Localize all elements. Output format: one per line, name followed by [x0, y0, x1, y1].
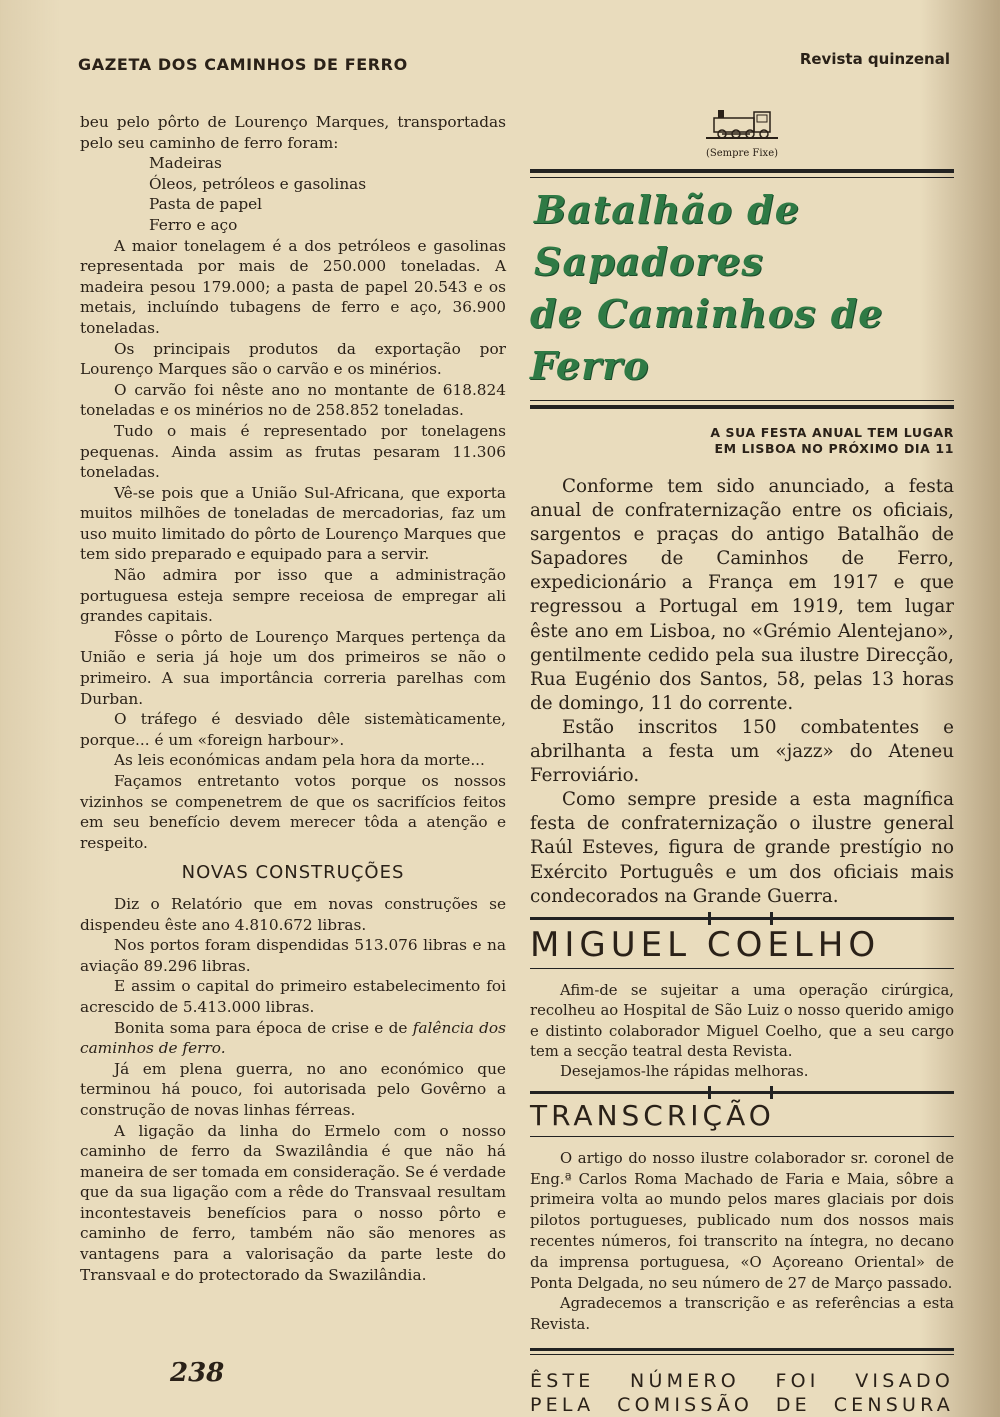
- page-number: 238: [170, 1358, 225, 1388]
- double-rule: [530, 1348, 954, 1355]
- paragraph: Como sempre preside a esta magnífica festa de confraternização o ilustre general Raúl Esteves, figura de grande prestígio no Exército Português e um dos oficiais mais condecorados na Grande Guerra.: [530, 789, 954, 907]
- title-banner: [530, 169, 954, 409]
- title-banner-inner: [530, 177, 954, 401]
- paragraph: Façamos entretanto votos porque os nossos vizinhos se compenetrem de que os sacrifícios feitos em seu benefício devem merecer tôda a atenção e respeito.: [80, 772, 506, 852]
- left-column: [80, 112, 506, 1285]
- paragraph: A maior tonelagem é a dos petróleos e gasolinas representada por mais de 250.000 toneladas. A madeira pesou 179.000; a pasta de papel 20.543 e os metais, incluíndo tubagens de ferro e aço, 36.900 toneladas.: [80, 236, 506, 337]
- divider-tick: [708, 912, 711, 925]
- list-item: Ferro e aço: [149, 215, 238, 234]
- article-body: [530, 475, 954, 909]
- emblem: [530, 106, 954, 159]
- article-subheading: [530, 425, 954, 457]
- emblem-caption: (Sempre Fixe): [705, 148, 779, 159]
- transcricao-heading: TRANSCRIÇÃO: [530, 1096, 954, 1137]
- right-column: [530, 106, 954, 1417]
- paragraph: Diz o Relatório que em novas construções se dispendeu êste ano 4.810.672 libras.: [80, 894, 506, 934]
- censorship-line: PELA COMISSÃO DE CENSURA: [530, 1393, 954, 1416]
- banner-title-line1: Batalhão de Sapadores: [534, 187, 800, 284]
- intro-paragraph: beu pelo pôrto de Lourenço Marques, transportadas pelo seu caminho de ferro foram:: [80, 113, 506, 152]
- paragraph: Os principais produtos da exportação por Lourenço Marques são o carvão e os minérios.: [80, 339, 506, 379]
- locomotive-icon: [704, 106, 780, 142]
- censorship-notice: [530, 1369, 954, 1417]
- paragraph: [80, 1018, 506, 1059]
- paragraph: Conforme tem sido anunciado, a festa anual de confraternização entre os oficiais, sargentos e praças do antigo Batalhão de Sapadores de Caminhos de Ferro, expedicionário a França em 1917 e que regressou a Portugal em 1919, tem lugar êste ano em Lisboa, no «Grémio Alentejano», gentilmente cedido pela sua ilustre Direcção, Rua Eugénio dos Santos, 58, pelas 13 horas de domingo, 11 do corrente.: [530, 476, 954, 714]
- paragraph: Não admira por isso que a administração portuguesa esteja sempre receiosa de empregar ali grandes capitais.: [80, 566, 506, 626]
- paragraph: E assim o capital do primeiro estabelecimento foi acrescido de 5.413.000 libras.: [80, 977, 506, 1016]
- journal-subtitle: Revista quinzenal: [799, 50, 950, 68]
- paragraph: Estão inscritos 150 combatentes e abrilhanta a festa um «jazz» do Ateneu Ferroviário.: [530, 716, 954, 787]
- subheading-line: EM LISBOA NO PRÓXIMO DIA 11: [714, 441, 954, 456]
- paragraph: Fôsse o pôrto de Lourenço Marques pertença da União e seria já hoje um dos primeiros se não o primeiro. A sua importância correria parelhas com Durban.: [80, 627, 506, 708]
- divider-tick: [770, 1086, 773, 1099]
- paragraph: Afim-de se sujeitar a uma operação cirúrgica, recolheu ao Hospital de São Luiz o nosso querido amigo e distinto colaborador Miguel Coelho, que a seu cargo tem a secção teatral desta Revista.: [530, 981, 954, 1060]
- paragraph: Tudo o mais é representado por tonelagens pequenas. Ainda assim as frutas pesaram 11.306 toneladas.: [80, 421, 506, 482]
- paragraph: As leis económicas andam pela hora da morte...: [114, 751, 485, 770]
- paragraph: O tráfego é desviado dêle sistemàticamente, porque... é um «foreign harbour».: [80, 710, 506, 749]
- banner-title-line2: de Caminhos de Ferro: [530, 291, 884, 388]
- list-item: Pasta de papel: [149, 195, 263, 214]
- paragraph: Vê-se pois que a União Sul-Africana, que exporta muitos milhões de toneladas de mercadorias, faz um uso muito limitado do pôrto de Lourenço Marques que tem sido preparado e equipado para a servir.: [80, 483, 506, 564]
- miguel-coelho-body: [530, 981, 954, 1083]
- divider-tick: [770, 912, 773, 925]
- journal-title: GAZETA DOS CAMINHOS DE FERRO: [78, 55, 408, 74]
- section-heading: NOVAS CONSTRUÇÕES: [181, 862, 405, 884]
- paragraph: A ligação da linha do Ermelo com o nosso caminho de ferro da Swazilândia é que não há maneira de ser tomada em consideração. Se é verdade que da sua ligação com a rêde do Transvaal resultam incontestaveis benefícios para o nosso pôrto e caminho de ferro, também não são menores as vantagens para a valorisação da parte leste do Transvaal e do protectorado da Swazilândia.: [80, 1121, 506, 1284]
- paragraph: Já em plena guerra, no ano económico que terminou há pouco, foi autorisada pelo Govêrno a construção de novas linhas férreas.: [80, 1059, 506, 1119]
- transcricao-body: [530, 1149, 954, 1336]
- paragraph: O carvão foi nêste ano no montante de 618.824 toneladas e os minérios no de 258.852 toneladas.: [80, 380, 506, 420]
- subheading-line: A SUA FESTA ANUAL TEM LUGAR: [710, 425, 954, 440]
- paragraph: Nos portos foram dispendidas 513.076 libras e na aviação 89.296 libras.: [80, 936, 506, 975]
- italic-phrase: falência dos caminhos de ferro.: [80, 1018, 506, 1058]
- paragraph: Desejamos-lhe rápidas melhoras.: [560, 1063, 809, 1081]
- paragraph: Agradecemos a transcrição e as referências a esta Revista.: [530, 1295, 954, 1334]
- list-item: Madeiras: [149, 154, 222, 173]
- section-divider: [530, 917, 954, 920]
- censorship-line: ÊSTE NÚMERO FOI VISADO: [530, 1369, 954, 1392]
- section-divider: [530, 1091, 954, 1094]
- paragraph-text: Bonita soma para época de crise e de: [114, 1018, 413, 1037]
- divider-tick: [708, 1086, 711, 1099]
- miguel-coelho-heading: MIGUEL COELHO: [530, 922, 954, 969]
- list-item: Óleos, petróleos e gasolinas: [149, 174, 367, 193]
- paragraph: O artigo do nosso ilustre colaborador sr. coronel de Eng.ª Carlos Roma Machado de Faria e Maia, sôbre a primeira volta ao mundo pelos mares glaciais por dois pilotos portugueses, publicado num dos nossos mais recentes números, foi transcrito na íntegra, no decano da imprensa portuguesa, «O Açoreano Oriental» de Ponta Delgada, no seu número de 27 de Março passado.: [530, 1149, 954, 1292]
